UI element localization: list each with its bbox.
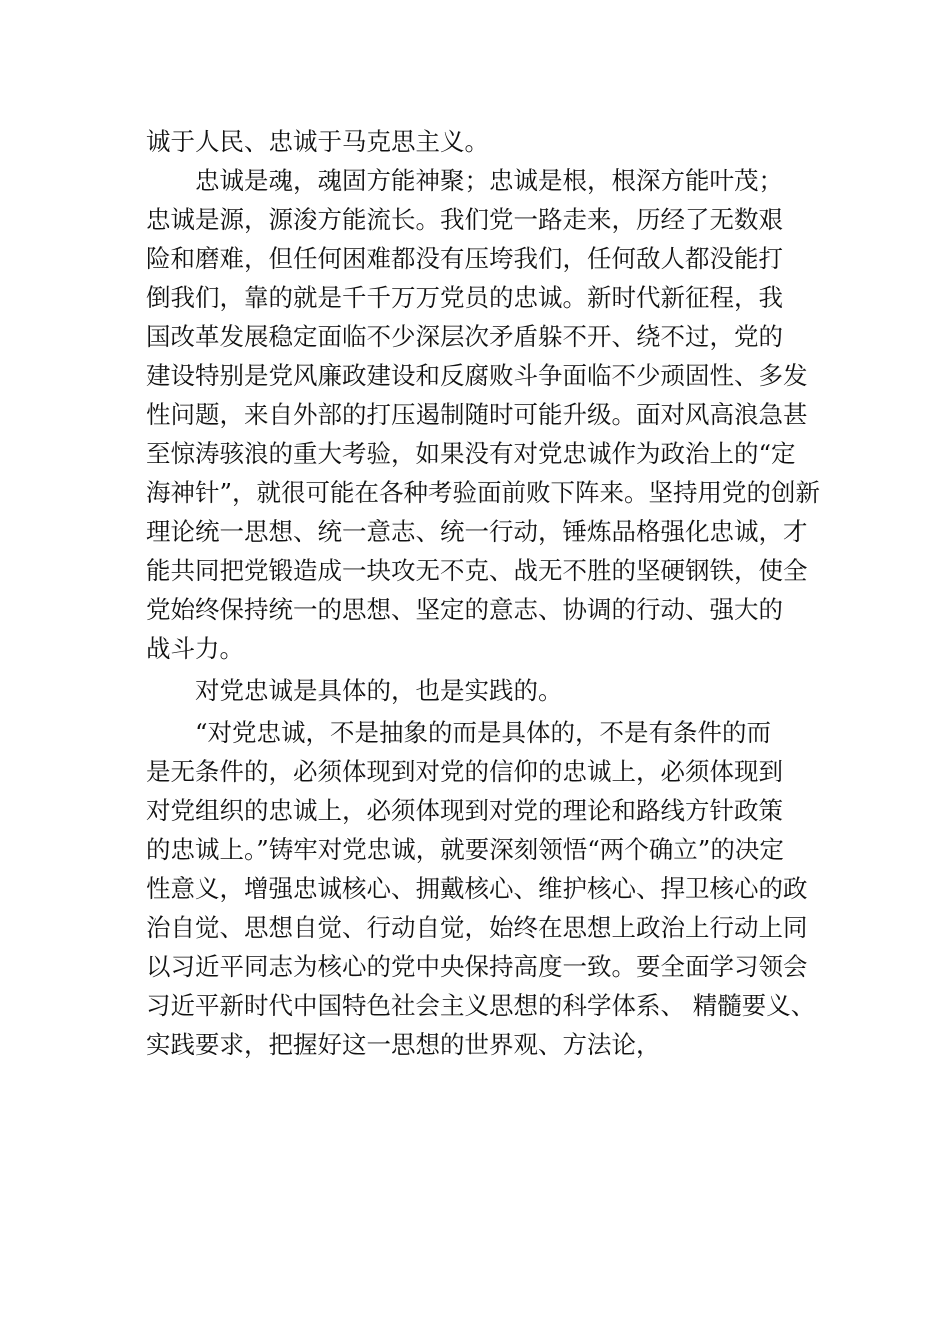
text-line: 性意义，增强忠诚核心、拥戴核心、维护核心、捍卫核心的政 xyxy=(146,874,808,903)
text-line: 险和磨难，但任何困难都没有压垮我们，任何敌人都没能打 xyxy=(146,244,783,273)
text-line: 习近平新时代中国特色社会主义思想的科学体系、 精髓要义、 xyxy=(146,991,816,1020)
text-line: 国改革发展稳定面临不少深层次矛盾躲不开、绕不过，党的 xyxy=(146,322,783,351)
text-line: 战斗力。 xyxy=(146,634,244,663)
text-line: 对党组织的忠诚上，必须体现到对党的理论和路线方针政策 xyxy=(146,796,783,825)
text-line: 党始终保持统一的思想、坚定的意志、协调的行动、强大的 xyxy=(146,595,783,624)
text-line: 实践要求，把握好这一思想的世界观、方法论， xyxy=(146,1030,661,1059)
text-line: “对党忠诚，不是抽象的而是具体的，不是有条件的而 xyxy=(146,718,772,747)
text-line: 至惊涛骇浪的重大考验，如果没有对党忠诚作为政治上的“定 xyxy=(146,439,796,468)
text-line: 是无条件的，必须体现到对党的信仰的忠诚上，必须体现到 xyxy=(146,757,783,786)
text-line: 性问题，来自外部的打压遏制随时可能升级。面对风高浪急甚 xyxy=(146,400,808,429)
text-line: 倒我们，靠的就是千千万万党员的忠诚。新时代新征程，我 xyxy=(146,283,783,312)
text-line: 治自觉、思想自觉、行动自觉，始终在思想上政治上行动上同 xyxy=(146,913,808,942)
body-text xyxy=(146,122,826,1064)
text-line: 海神针”，就很可能在各种考验面前败下阵来。坚持用党的创新 xyxy=(146,478,821,507)
text-line: 诚于人民、忠诚于马克思主义。 xyxy=(146,127,489,156)
text-line: 建设特别是党风廉政建设和反腐败斗争面临不少顽固性、多发 xyxy=(146,361,808,390)
text-line: 忠诚是魂，魂固方能神聚；忠诚是根，根深方能叶茂； xyxy=(146,166,783,195)
text-line: 以习近平同志为核心的党中央保持高度一致。要全面学习领会 xyxy=(146,952,808,981)
text-line: 理论统一思想、统一意志、统一行动，锤炼品格强化忠诚，才 xyxy=(146,517,808,546)
text-line: 忠诚是源，源浚方能流长。我们党一路走来，历经了无数艰 xyxy=(146,205,783,234)
text-line: 能共同把党锻造成一块攻无不克、战无不胜的坚硬钢铁，使全 xyxy=(146,556,808,585)
text-line: 的忠诚上。”铸牢对党忠诚，就要深刻领悟“两个确立”的决定 xyxy=(146,835,784,864)
text-line: 对党忠诚是具体的，也是实践的。 xyxy=(146,676,563,705)
